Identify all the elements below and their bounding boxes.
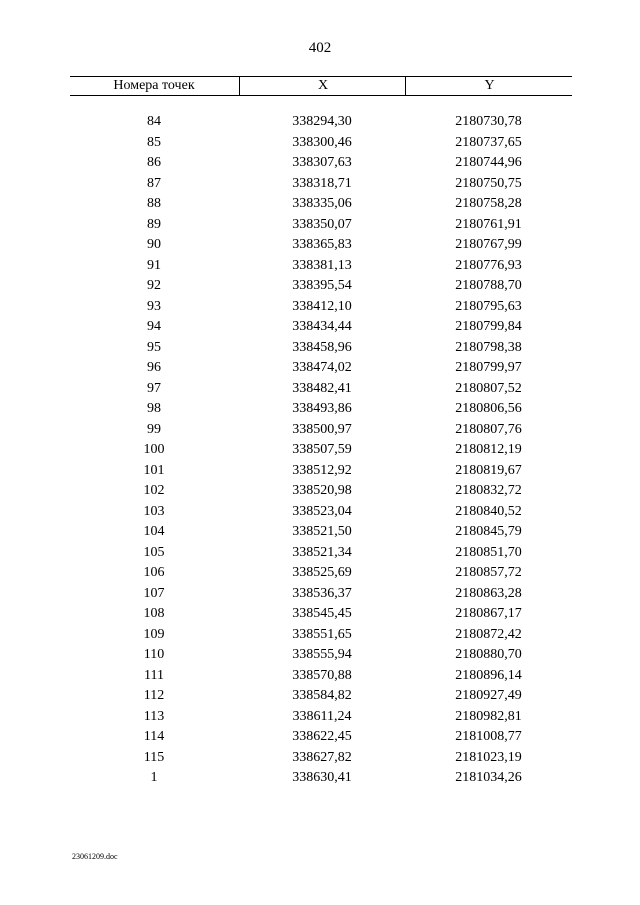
y-coordinate-cell: 2180863,28 (455, 585, 522, 601)
point-number-cell: 113 (143, 708, 165, 724)
y-coordinate-cell: 2180758,28 (455, 196, 522, 211)
point-number-cell: 89 (147, 216, 161, 232)
table-row (70, 748, 572, 769)
y-coordinate-cell: 2180840,52 (455, 503, 522, 519)
point-number-cell: 87 (147, 175, 161, 191)
point-number-cell: 86 (147, 155, 161, 170)
table-row (70, 379, 572, 400)
table-row (70, 358, 572, 379)
table-row (70, 686, 572, 707)
point-number-cell: 96 (147, 360, 161, 375)
y-coordinate-cell: 2180730,78 (455, 114, 522, 129)
point-number-cell: 112 (143, 688, 165, 703)
table-header (70, 76, 572, 96)
header-x: X (239, 77, 406, 95)
table-row (70, 338, 572, 359)
y-coordinate-cell: 2180761,91 (455, 216, 522, 232)
point-number-cell: 103 (143, 503, 165, 519)
table-row (70, 399, 572, 420)
x-coordinate-cell: 338536,37 (292, 585, 352, 601)
x-coordinate-cell: 338474,02 (292, 360, 352, 375)
point-number-cell: 114 (143, 729, 165, 744)
point-number-cell: 92 (147, 278, 161, 293)
point-number-cell: 104 (143, 524, 165, 539)
point-number-cell: 108 (143, 606, 165, 621)
x-coordinate-cell: 338555,94 (292, 647, 352, 662)
header-y: Y (405, 77, 573, 95)
point-number-cell: 102 (143, 483, 165, 498)
x-coordinate-cell: 338434,44 (292, 319, 352, 334)
y-coordinate-cell: 2180872,42 (455, 626, 522, 642)
y-coordinate-cell: 2180807,52 (455, 380, 522, 396)
table-row (70, 235, 572, 256)
table-row (70, 440, 572, 461)
y-coordinate-cell: 2180896,14 (455, 667, 522, 683)
x-coordinate-cell: 338521,50 (292, 524, 352, 539)
table-row (70, 584, 572, 605)
x-coordinate-cell: 338512,92 (292, 462, 352, 478)
y-coordinate-cell: 2180982,81 (455, 708, 522, 724)
x-coordinate-cell: 338350,07 (292, 216, 352, 232)
y-coordinate-cell: 2180807,76 (455, 421, 522, 437)
point-number-cell: 115 (143, 749, 165, 765)
y-coordinate-cell: 2180737,65 (455, 134, 522, 150)
table-row (70, 645, 572, 666)
y-coordinate-cell: 2180799,97 (455, 360, 522, 375)
x-coordinate-cell: 338300,46 (292, 134, 352, 150)
x-coordinate-cell: 338520,98 (292, 483, 352, 498)
table-row (70, 317, 572, 338)
x-coordinate-cell: 338630,41 (292, 770, 352, 785)
y-coordinate-cell: 2180845,79 (455, 524, 522, 539)
table-row (70, 604, 572, 625)
x-coordinate-cell: 338521,34 (292, 544, 352, 560)
x-coordinate-cell: 338307,63 (292, 155, 352, 170)
point-number-cell: 85 (147, 134, 161, 150)
point-number-cell: 100 (143, 442, 165, 457)
table-row (70, 461, 572, 482)
x-coordinate-cell: 338507,59 (292, 442, 352, 457)
point-number-cell: 107 (143, 585, 165, 601)
x-coordinate-cell: 338622,45 (292, 729, 352, 744)
x-coordinate-cell: 338523,04 (292, 503, 352, 519)
y-coordinate-cell: 2180880,70 (455, 647, 522, 662)
file-name-footer: 23061209.doc (72, 852, 118, 861)
table-row (70, 174, 572, 195)
table-row (70, 215, 572, 236)
table-row (70, 666, 572, 687)
table-row (70, 133, 572, 154)
point-number-cell: 110 (143, 647, 165, 662)
point-number-cell: 109 (143, 626, 165, 642)
table-row (70, 502, 572, 523)
y-coordinate-cell: 2180767,99 (455, 237, 522, 252)
table-row (70, 297, 572, 318)
x-coordinate-cell: 338294,30 (292, 114, 352, 129)
table-row (70, 256, 572, 277)
point-number-cell: 105 (143, 544, 165, 560)
point-number-cell: 106 (143, 565, 165, 580)
x-coordinate-cell: 338525,69 (292, 565, 352, 580)
table-row (70, 543, 572, 564)
x-coordinate-cell: 338381,13 (292, 257, 352, 273)
x-coordinate-cell: 338570,88 (292, 667, 352, 683)
x-coordinate-cell: 338395,54 (292, 278, 352, 293)
y-coordinate-cell: 2180798,38 (455, 339, 522, 355)
table-row (70, 563, 572, 584)
point-number-cell: 1 (150, 770, 158, 785)
point-number-cell: 90 (147, 237, 161, 252)
x-coordinate-cell: 338365,83 (292, 237, 352, 252)
table-row (70, 420, 572, 441)
x-coordinate-cell: 338318,71 (292, 175, 352, 191)
x-coordinate-cell: 338500,97 (292, 421, 352, 437)
x-coordinate-cell: 338584,82 (292, 688, 352, 703)
point-number-cell: 98 (147, 401, 161, 416)
x-coordinate-cell: 338611,24 (292, 708, 352, 724)
page-number: 402 (308, 40, 332, 56)
table-row (70, 153, 572, 174)
y-coordinate-cell: 2180857,72 (455, 565, 522, 580)
x-coordinate-cell: 338412,10 (292, 298, 352, 314)
y-coordinate-cell: 2180776,93 (455, 257, 522, 273)
y-coordinate-cell: 2180832,72 (455, 483, 522, 498)
coordinates-table (70, 112, 572, 789)
table-row (70, 194, 572, 215)
y-coordinate-cell: 2180750,75 (455, 175, 522, 191)
y-coordinate-cell: 2180819,67 (455, 462, 522, 478)
point-number-cell: 97 (147, 380, 161, 396)
point-number-cell: 84 (147, 114, 161, 129)
y-coordinate-cell: 2180927,49 (455, 688, 522, 703)
table-row (70, 768, 572, 789)
point-number-cell: 99 (147, 421, 161, 437)
table-row (70, 707, 572, 728)
x-coordinate-cell: 338458,96 (292, 339, 352, 355)
table-row (70, 276, 572, 297)
table-row (70, 727, 572, 748)
y-coordinate-cell: 2180812,19 (455, 442, 522, 457)
y-coordinate-cell: 2180851,70 (455, 544, 522, 560)
x-coordinate-cell: 338493,86 (292, 401, 352, 416)
y-coordinate-cell: 2181023,19 (455, 749, 522, 765)
point-number-cell: 91 (147, 257, 161, 273)
table-row (70, 625, 572, 646)
y-coordinate-cell: 2181034,26 (455, 770, 522, 785)
x-coordinate-cell: 338545,45 (292, 606, 352, 621)
y-coordinate-cell: 2180799,84 (455, 319, 522, 334)
x-coordinate-cell: 338627,82 (292, 749, 352, 765)
x-coordinate-cell: 338482,41 (292, 380, 352, 396)
y-coordinate-cell: 2180788,70 (455, 278, 522, 293)
table-row (70, 481, 572, 502)
point-number-cell: 94 (147, 319, 161, 334)
point-number-cell: 111 (144, 667, 164, 683)
x-coordinate-cell: 338551,65 (292, 626, 352, 642)
point-number-cell: 101 (143, 462, 165, 478)
point-number-cell: 95 (147, 339, 161, 355)
table-row (70, 112, 572, 133)
y-coordinate-cell: 2180795,63 (455, 298, 522, 314)
point-number-cell: 88 (147, 196, 161, 211)
point-number-cell: 93 (147, 298, 161, 314)
header-point-numbers: Номера точек (113, 78, 195, 93)
y-coordinate-cell: 2180867,17 (455, 606, 522, 621)
y-coordinate-cell: 2181008,77 (455, 729, 522, 744)
x-coordinate-cell: 338335,06 (292, 196, 352, 211)
y-coordinate-cell: 2180806,56 (455, 401, 522, 416)
table-row (70, 522, 572, 543)
y-coordinate-cell: 2180744,96 (455, 155, 522, 170)
